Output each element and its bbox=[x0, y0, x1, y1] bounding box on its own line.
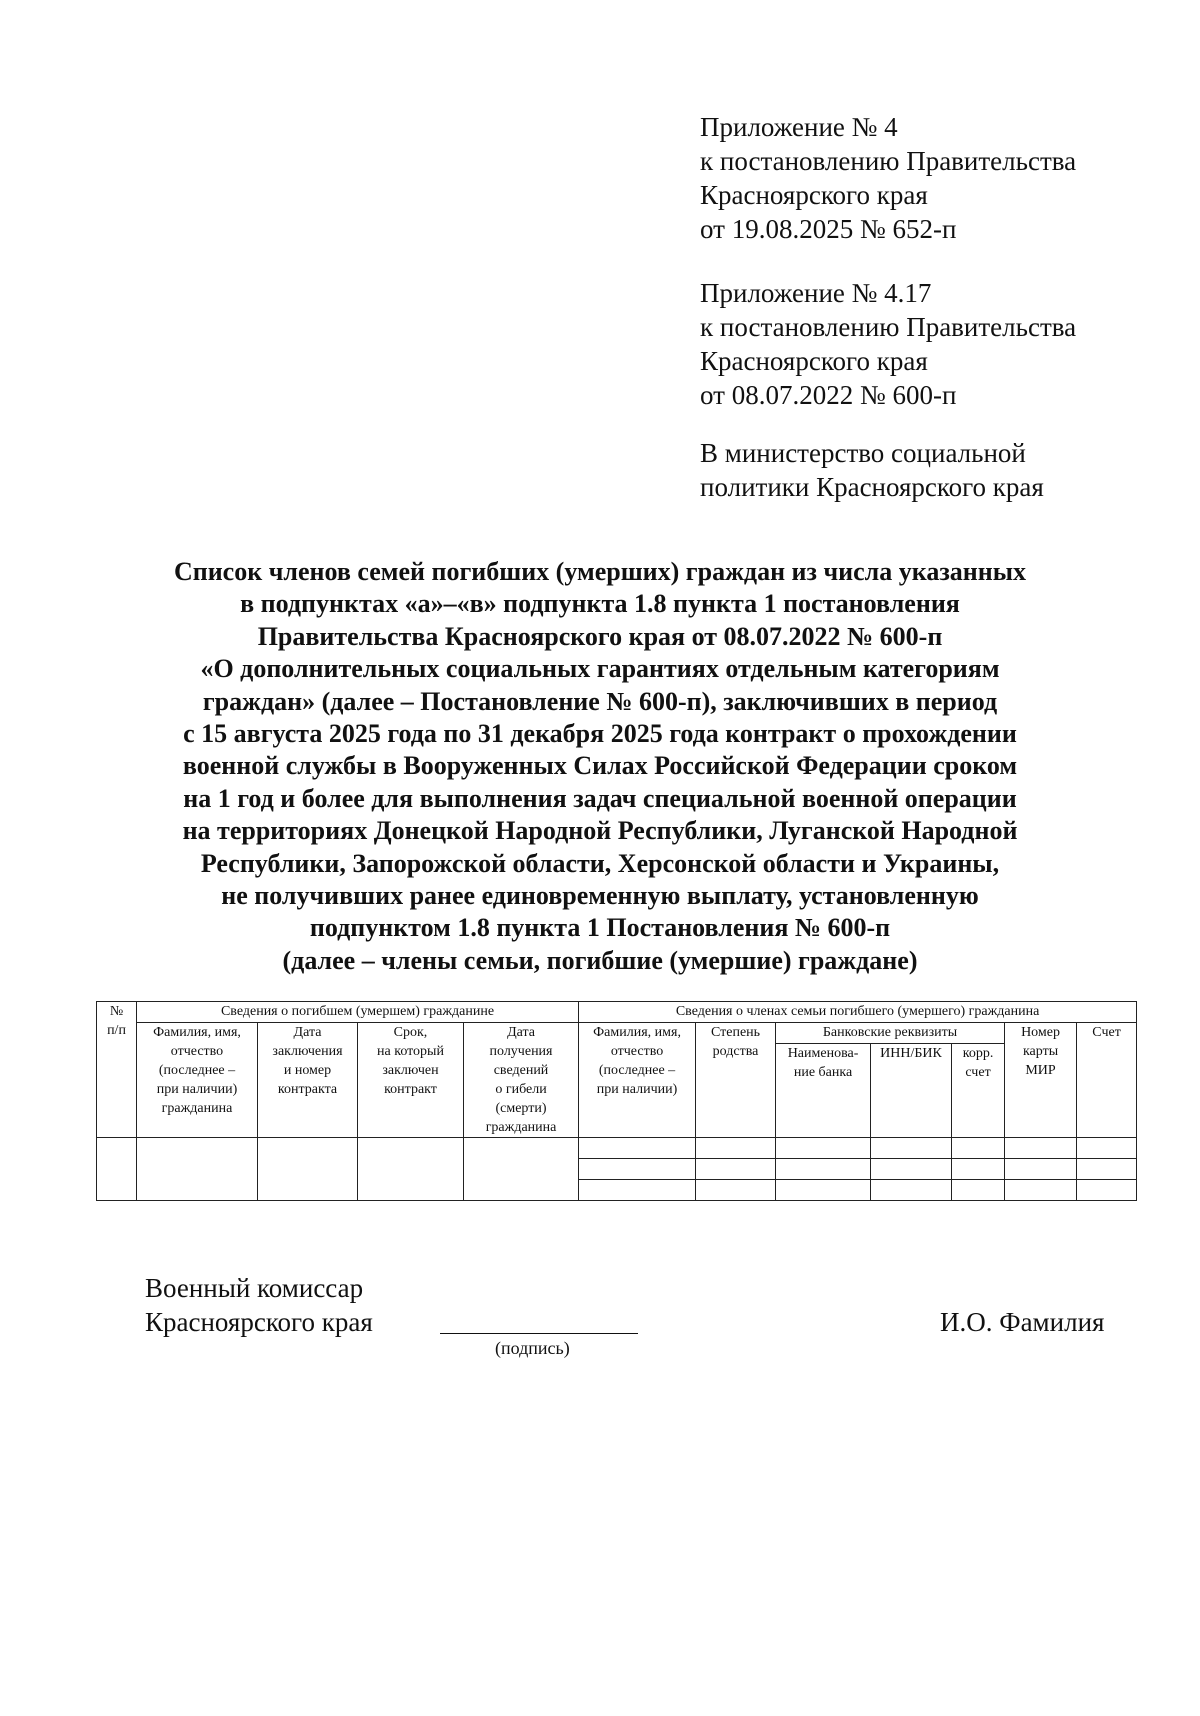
table-cell bbox=[871, 1180, 952, 1201]
title-line: не получивших ранее единовременную выплату, установленную bbox=[221, 881, 979, 911]
appendix-line: Красноярского края bbox=[700, 180, 928, 210]
title-line: граждан» (далее – Постановление № 600-п), заключивших в период bbox=[202, 686, 998, 716]
addressee-line: политики Красноярского края bbox=[700, 472, 1044, 502]
col-header-contract-term: Срок, на который заключен контракт bbox=[358, 1023, 464, 1138]
signer-name: И.О. Фамилия bbox=[940, 1307, 1105, 1337]
col-header-number: № п/п bbox=[97, 1002, 137, 1138]
title-line: в подпунктах «а»–«в» подпункта 1.8 пункта 1 постановления bbox=[240, 589, 960, 619]
signer-position-line: Военный комиссар bbox=[145, 1273, 364, 1303]
appendix-line: Приложение № 4.17 bbox=[700, 278, 932, 308]
table-cell bbox=[776, 1180, 871, 1201]
table-cell bbox=[696, 1138, 776, 1159]
group-header-family: Сведения о членах семьи погибшего (умершего) гражданина bbox=[579, 1002, 1137, 1023]
table-cell bbox=[464, 1138, 579, 1201]
signer-position bbox=[145, 1271, 373, 1339]
table-cell bbox=[1077, 1159, 1137, 1180]
col-header-contract-date: Дата заключения и номер контракта bbox=[258, 1023, 358, 1138]
table-cell bbox=[1005, 1138, 1077, 1159]
table-cell bbox=[776, 1138, 871, 1159]
title-line: военной службы в Вооруженных Силах Российской Федерации сроком bbox=[182, 751, 1018, 781]
table-cell bbox=[952, 1159, 1005, 1180]
table-cell bbox=[579, 1159, 696, 1180]
addressee bbox=[700, 436, 1044, 504]
table-cell bbox=[696, 1180, 776, 1201]
table-row bbox=[97, 1138, 1137, 1159]
appendix-line: к постановлению Правительства bbox=[700, 146, 1077, 176]
document-title bbox=[80, 556, 1120, 977]
col-header-kinship: Степень родства bbox=[696, 1023, 776, 1138]
table-cell bbox=[1077, 1180, 1137, 1201]
title-line: подпунктом 1.8 пункта 1 Постановления № 600-п bbox=[309, 913, 891, 943]
appendix-4-note bbox=[700, 110, 1076, 246]
appendix-4-17-note bbox=[700, 276, 1076, 412]
title-line: на 1 год и более для выполнения задач специальной военной операции bbox=[183, 783, 1017, 813]
table-cell bbox=[952, 1180, 1005, 1201]
col-header-inn-bik: ИНН/БИК bbox=[871, 1044, 952, 1138]
signer-position-line: Красноярского края bbox=[145, 1307, 373, 1337]
table-cell bbox=[871, 1159, 952, 1180]
appendix-line: к постановлению Правительства bbox=[700, 312, 1077, 342]
table-cell bbox=[258, 1138, 358, 1201]
table-cell bbox=[1077, 1138, 1137, 1159]
col-header-mir-card: Номер карты МИР bbox=[1005, 1023, 1077, 1138]
table-cell bbox=[137, 1138, 258, 1201]
group-header-bank: Банковские реквизиты bbox=[776, 1023, 1005, 1044]
title-line: Список членов семей погибших (умерших) граждан из числа указанных bbox=[173, 557, 1027, 586]
title-line: (далее – члены семьи, погибшие (умершие) граждане) bbox=[282, 945, 918, 975]
table-cell bbox=[579, 1180, 696, 1201]
title-line: с 15 августа 2025 года по 31 декабря 2025 года контракт о прохождении bbox=[183, 719, 1017, 749]
appendix-line: Красноярского края bbox=[700, 346, 928, 376]
table-cell bbox=[358, 1138, 464, 1201]
col-header-account: Счет bbox=[1077, 1023, 1137, 1138]
addressee-line: В министерство социальной bbox=[700, 438, 1026, 468]
table-cell bbox=[579, 1138, 696, 1159]
title-line: «О дополнительных социальных гарантиях отдельным категориям bbox=[200, 654, 1000, 684]
table-cell bbox=[776, 1159, 871, 1180]
family-members-table bbox=[96, 1001, 1137, 1201]
table-cell bbox=[1005, 1180, 1077, 1201]
col-header-bank-name: Наименова- ние банка bbox=[776, 1044, 871, 1138]
title-line: на территориях Донецкой Народной Республики, Луганской Народной bbox=[182, 816, 1018, 846]
col-header-death-info-date: Дата получения сведений о гибели (смерти) гражданина bbox=[464, 1023, 579, 1138]
signature-caption: (подпись) bbox=[495, 1338, 570, 1358]
signature-line bbox=[440, 1333, 638, 1334]
table-cell bbox=[97, 1138, 137, 1201]
table-cell bbox=[696, 1159, 776, 1180]
appendix-line: от 19.08.2025 № 652-п bbox=[700, 214, 957, 244]
col-header-family-name: Фамилия, имя, отчество (последнее – при наличии) bbox=[579, 1023, 696, 1138]
table-cell bbox=[1005, 1159, 1077, 1180]
title-line: Республики, Запорожской области, Херсонской области и Украины, bbox=[200, 848, 1000, 878]
appendix-line: Приложение № 4 bbox=[700, 112, 898, 142]
col-header-deceased-name: Фамилия, имя, отчество (последнее – при наличии) гражданина bbox=[137, 1023, 258, 1138]
table-cell bbox=[871, 1138, 952, 1159]
group-header-deceased: Сведения о погибшем (умершем) гражданине bbox=[137, 1002, 579, 1023]
col-header-corr-account: корр. счет bbox=[952, 1044, 1005, 1138]
appendix-line: от 08.07.2022 № 600-п bbox=[700, 380, 957, 410]
table-cell bbox=[952, 1138, 1005, 1159]
title-line: Правительства Красноярского края от 08.07.2022 № 600-п bbox=[257, 621, 943, 651]
